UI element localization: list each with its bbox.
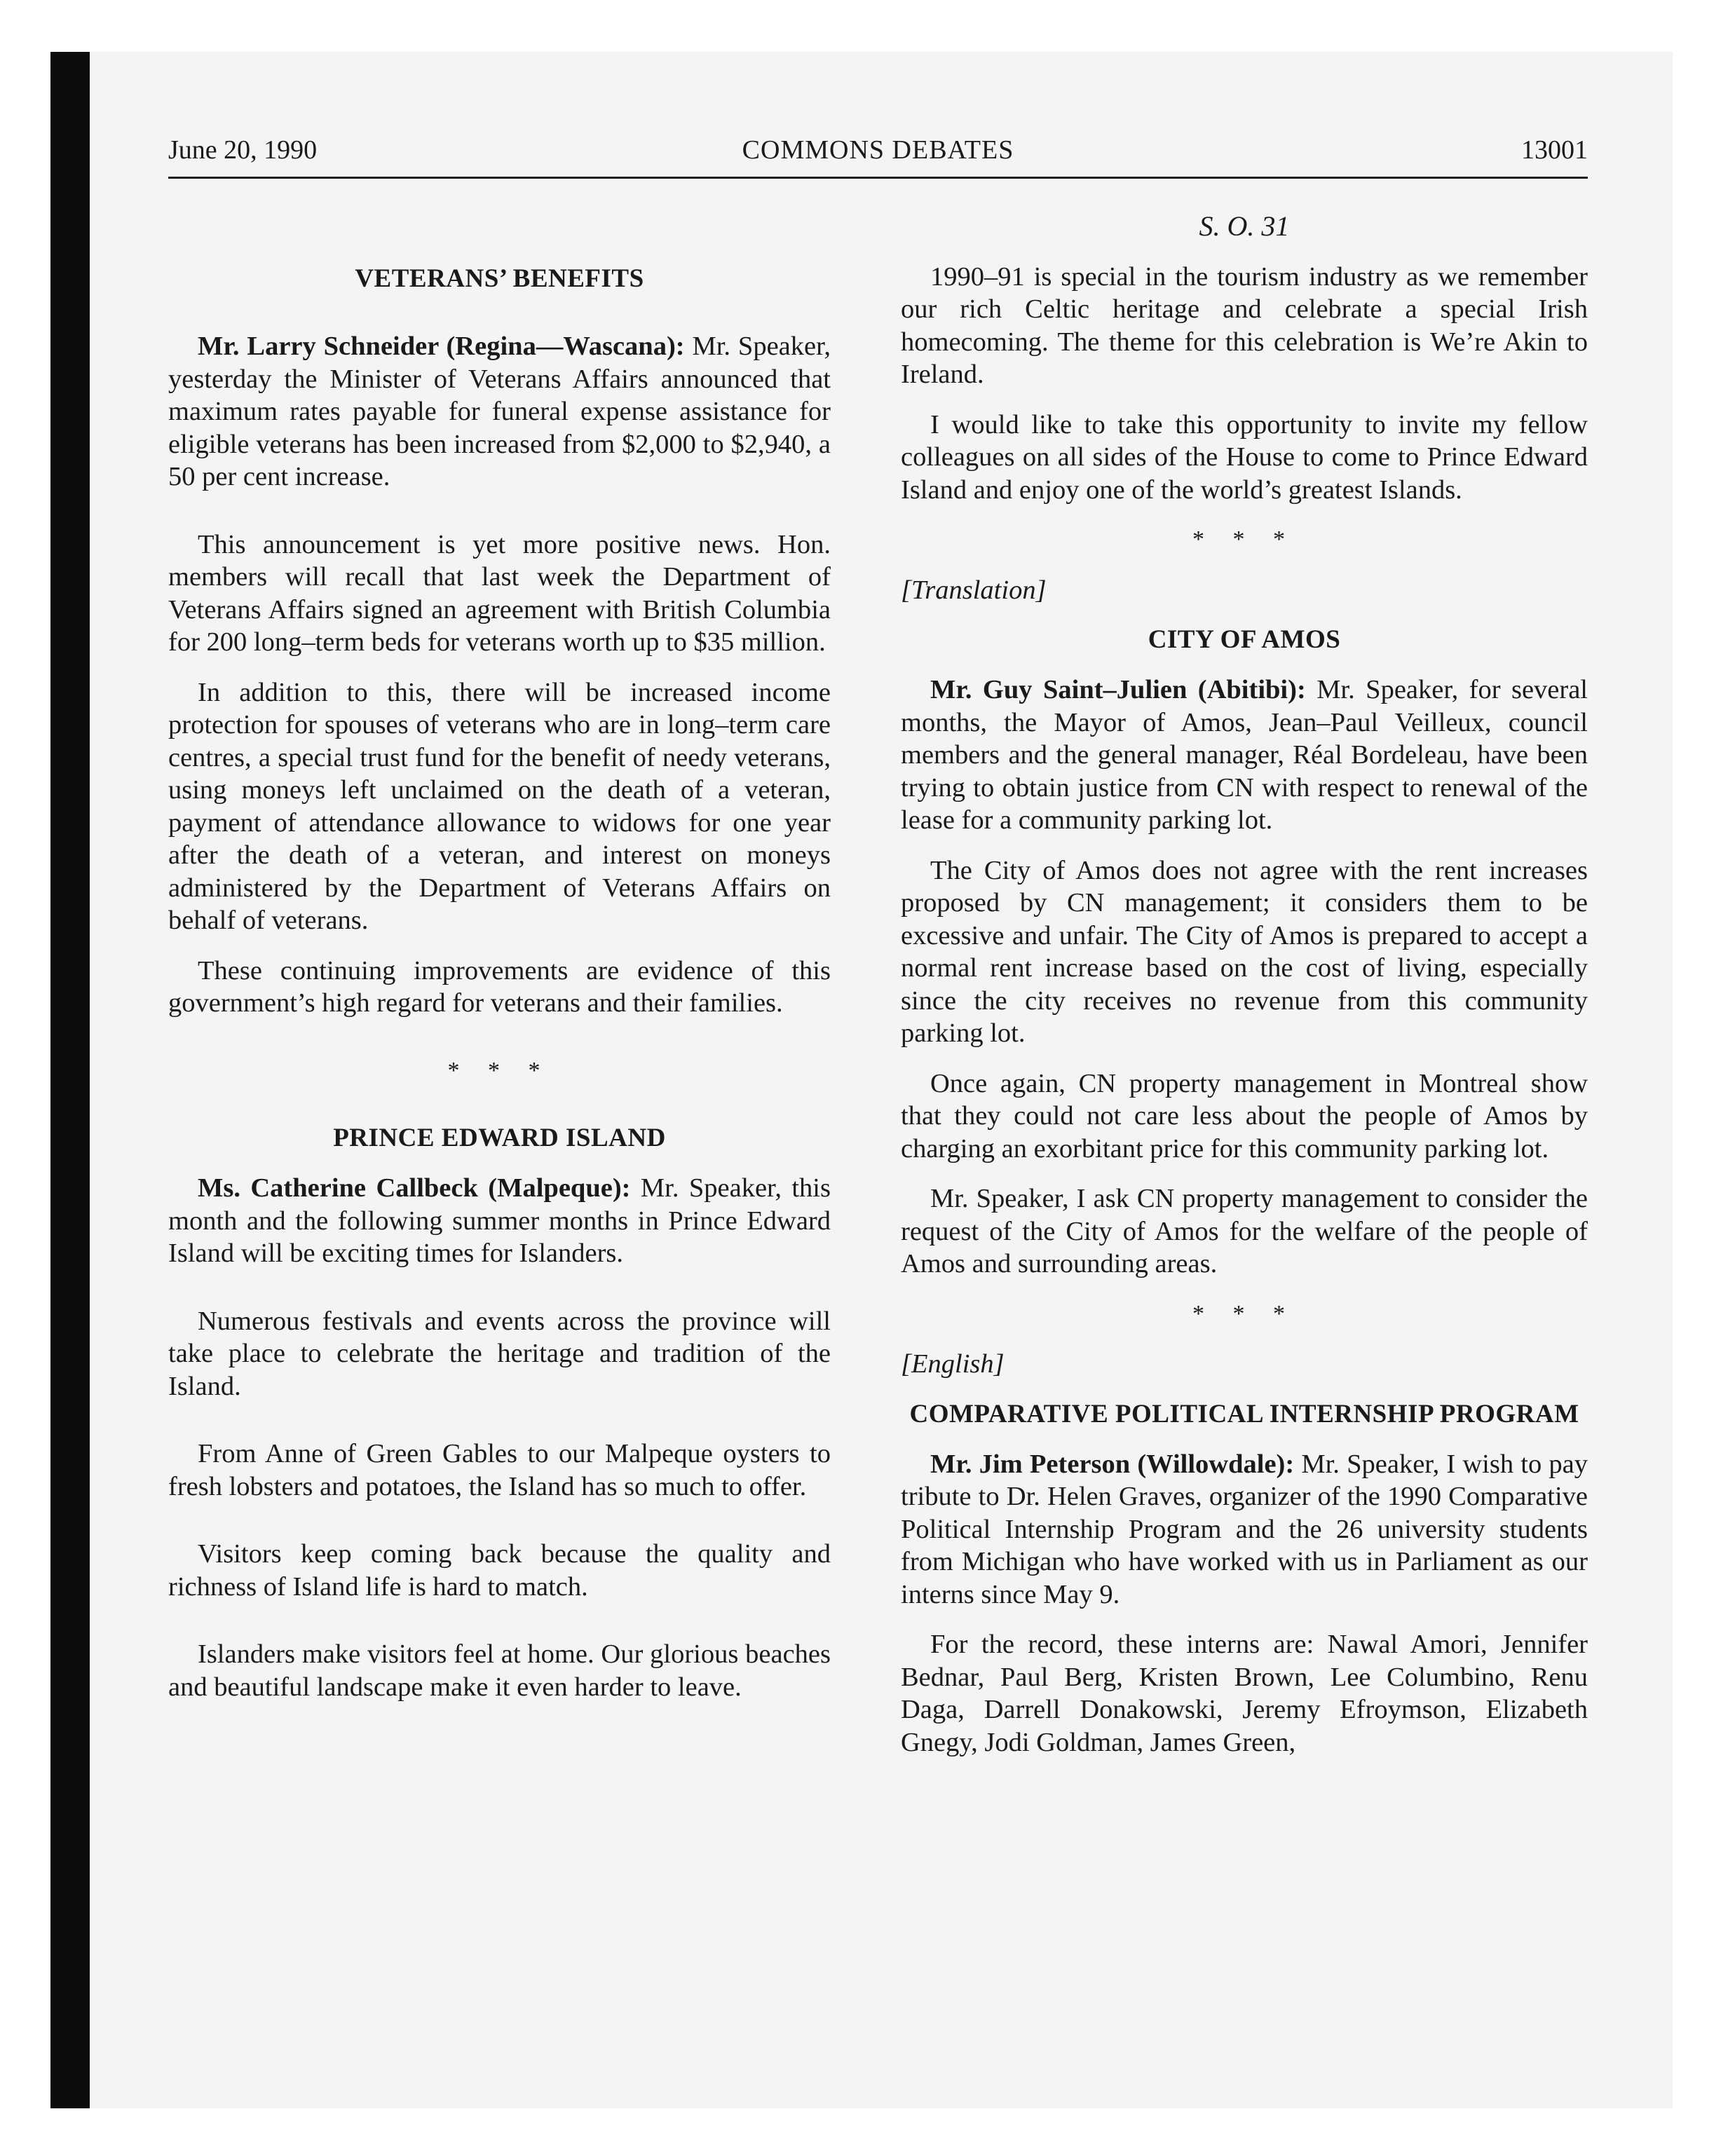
speaker-schneider: Mr. Larry Schneider (Regina—Wascana):	[198, 332, 685, 361]
amos-p4: Mr. Speaker, I ask CN property management to consider the request of the City of Amos for the welfare of the people of Amos and surrounding areas.	[901, 1184, 1588, 1278]
right-column	[901, 210, 1588, 1759]
amos-p2: The City of Amos does not agree with the rent increases proposed by CN management; it considers them to be excessive and unfair. The City of Amos is prepared to accept a normal rent increase based on the cost of living, especially since the city receives no revenue from this community parking lot.	[901, 855, 1588, 1048]
veterans-p1: Mr. Larry Schneider (Regina—Wascana): Mr. Speaker, yesterday the Minister of Veterans Affairs announced that maximum rates payable for funeral expense assistance for eligible veterans has been increased from $2,000 to $2,940, a 50 per cent increase.	[168, 332, 831, 491]
veterans-heading: VETERANS’ BENEFITS	[355, 264, 644, 293]
publication-title: COMMONS DEBATES	[742, 135, 1014, 165]
internship-p2: For the record, these interns are: Nawal Amori, Jennifer Bednar, Paul Berg, Kristen Brown, Lee Columbino, Renu Daga, Darrell Donakowski, Jeremy Efroymson, Elizabeth Gnegy, Jodi Goldman, James Green,	[901, 1630, 1588, 1757]
section-separator: * * *	[447, 1057, 552, 1084]
pei-p4: Visitors keep coming back because the quality and richness of Island life is hard to match.	[168, 1539, 831, 1602]
amos-p1: Mr. Guy Saint–Julien (Abitibi): Mr. Speaker, for several months, the Mayor of Amos, Jean–Paul Veilleux, council members and the general manager, Réal Bordeleau, have been trying to obtain justice from CN with respect to renewal of the lease for a community parking lot.	[901, 675, 1588, 835]
translation-label: [Translation]	[901, 575, 1047, 605]
pei-heading: PRINCE EDWARD ISLAND	[333, 1124, 666, 1152]
standing-order-label: S. O. 31	[1199, 210, 1290, 242]
pei-p1: Ms. Catherine Callbeck (Malpeque): Mr. Speaker, this month and the following summer months in Prince Edward Island will be exciting times for Islanders.	[168, 1173, 831, 1268]
speaker-peterson: Mr. Jim Peterson (Willowdale):	[930, 1449, 1295, 1479]
pei-p5: Islanders make visitors feel at home. Our glorious beaches and beautiful landscape make it even harder to leave.	[168, 1639, 831, 1702]
section-separator: * * *	[1192, 526, 1296, 552]
pei-cont-p1: 1990–91 is special in the tourism industry as we remember our rich Celtic heritage and celebrate a special Irish homecoming. The theme for this celebration is We’re Akin to Ireland.	[901, 261, 1588, 389]
running-head	[168, 135, 1588, 170]
issue-date: June 20, 1990	[168, 135, 318, 165]
page-number: 13001	[1521, 135, 1588, 165]
pei-p3: From Anne of Green Gables to our Malpeque oysters to fresh lobsters and potatoes, the Island has so much to offer.	[168, 1439, 831, 1501]
veterans-p2: This announcement is yet more positive news. Hon. members will recall that last week the Department of Veterans Affairs signed an agreement with British Columbia for 200 long–term beds for veterans worth up to $35 million.	[168, 529, 831, 657]
speaker-saint-julien: Mr. Guy Saint–Julien (Abitibi):	[930, 675, 1306, 704]
veterans-p3: In addition to this, there will be increased income protection for spouses of veterans who are in long–term care centres, a special trust fund for the benefit of needy veterans, using moneys left unclaimed on the death of a veteran, payment of attendance allowance to widows for one year after the death of a veteran, and interest on moneys administered by the Department of Veterans Affairs on behalf of veterans.	[168, 677, 831, 935]
internship-heading: COMPARATIVE POLITICAL INTERNSHIP PROGRAM	[909, 1399, 1579, 1428]
internship-p1: Mr. Jim Peterson (Willowdale): Mr. Speaker, I wish to pay tribute to Dr. Helen Graves, organizer of the 1990 Comparative Political Internship Program and the 26 university students from Michigan who have worked with us in Parliament as our interns since May 9.	[901, 1449, 1588, 1609]
header-rule	[168, 177, 1588, 179]
speaker-callbeck: Ms. Catherine Callbeck (Malpeque):	[198, 1173, 631, 1203]
english-label: [English]	[901, 1349, 1005, 1379]
binding-edge	[50, 52, 90, 2108]
pei-p2: Numerous festivals and events across the province will take place to celebrate the heritage and tradition of the Island.	[168, 1306, 831, 1401]
left-column	[168, 210, 831, 1703]
veterans-p4: These continuing improvements are evidence of this government’s high regard for veterans and their families.	[168, 955, 831, 1018]
section-separator: * * *	[1192, 1300, 1296, 1327]
pei-cont-p2: I would like to take this opportunity to invite my fellow colleagues on all sides of the House to come to Prince Edward Island and enjoy one of the world’s greatest Islands.	[901, 409, 1588, 505]
amos-p3: Once again, CN property management in Montreal show that they could not care less about the people of Amos by charging an exorbitant price for this community parking lot.	[901, 1068, 1588, 1164]
amos-heading: CITY OF AMOS	[1148, 625, 1341, 654]
